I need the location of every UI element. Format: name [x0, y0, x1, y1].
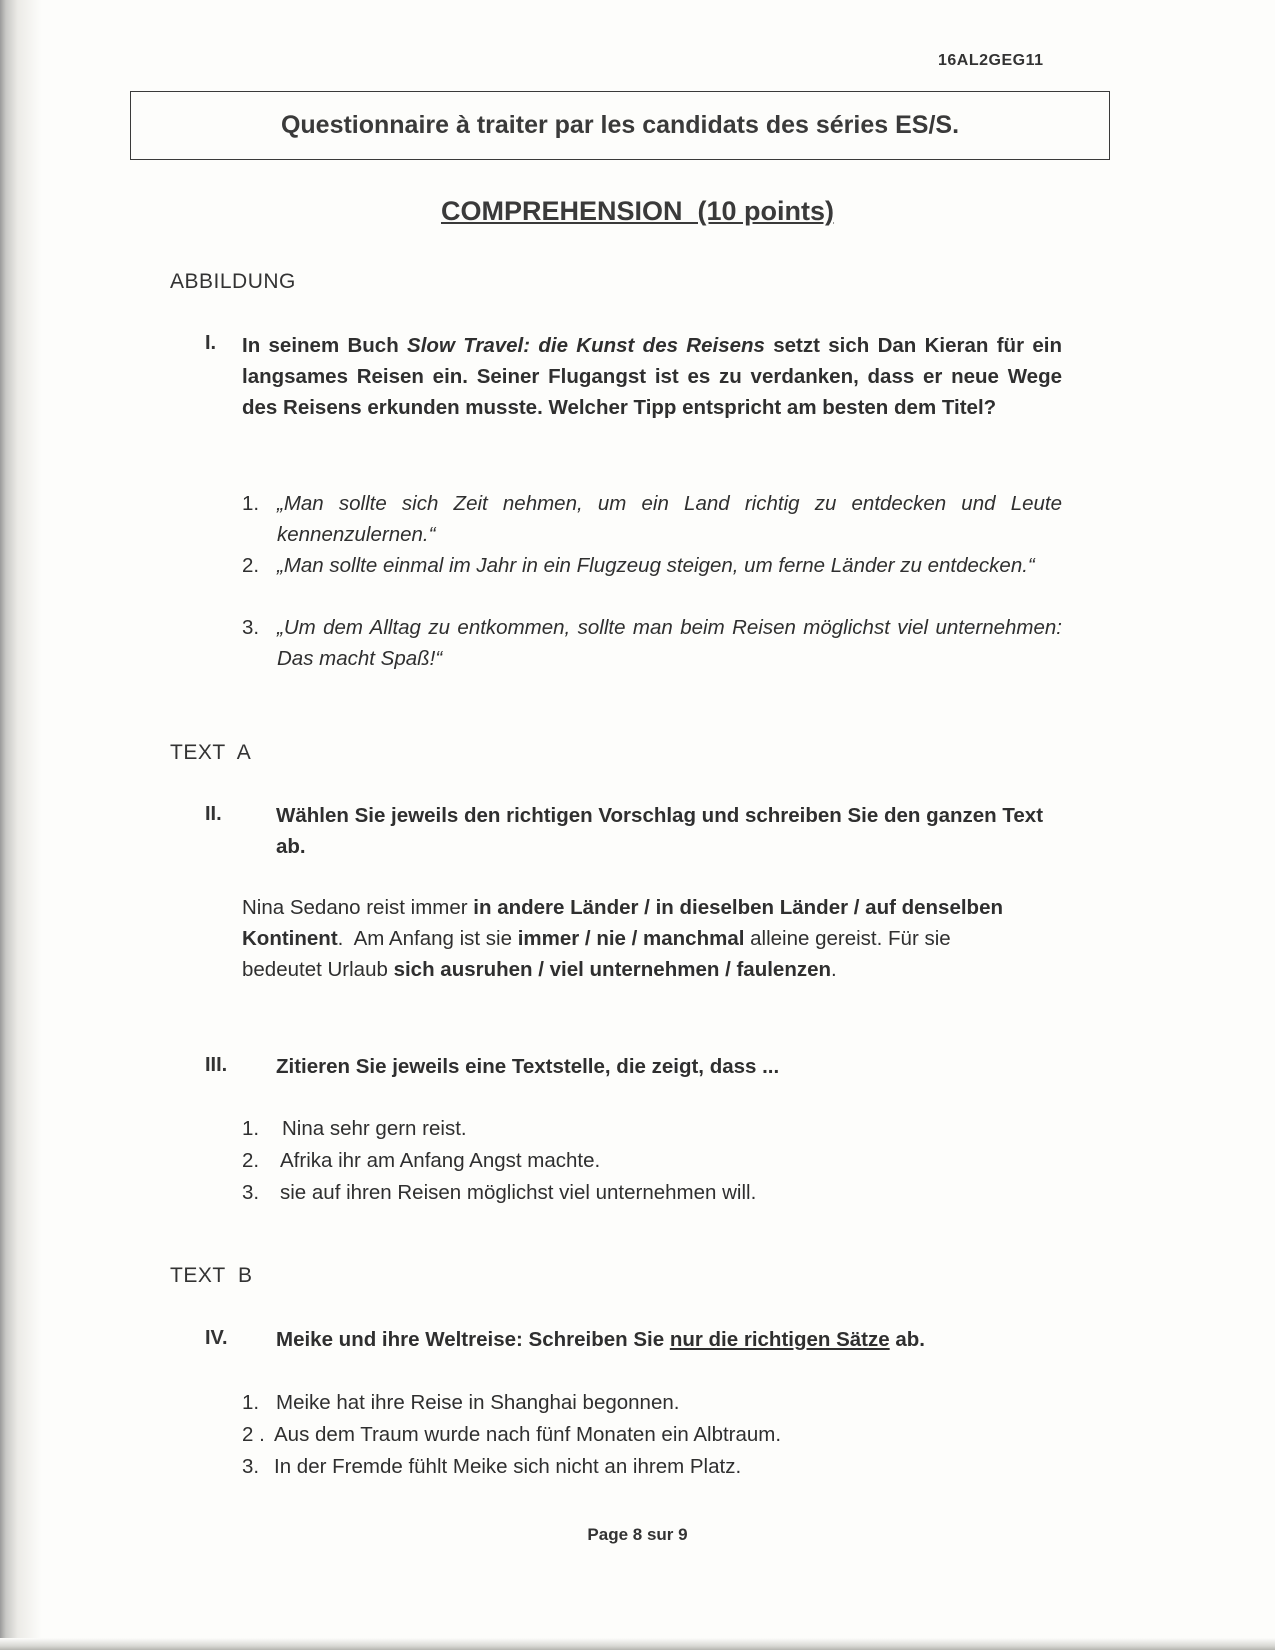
q4-instruction-b: ab.: [889, 1328, 925, 1351]
q1-option-num: 1.: [242, 492, 260, 515]
q2-part-2: . Am Anfang ist sie: [337, 927, 518, 950]
q2-part-4: .: [831, 958, 837, 981]
q2-choice-1: in andere Länder / in dieselben Länder / auf denselben Kontinent: [242, 896, 1004, 950]
q4-item-num: 3.: [242, 1455, 260, 1478]
q3-item-num: 2.: [242, 1149, 260, 1172]
q4-item-num: 2 .: [242, 1423, 265, 1446]
q1-book-title: Slow Travel: die Kunst des Reisens: [407, 334, 765, 357]
q4-instruction: [276, 1324, 1066, 1355]
header-title: Questionnaire à traiter par les candidats des séries ES/S.: [280, 111, 960, 139]
q3-numeral: III.: [205, 1054, 228, 1076]
q1-option-text: „Man sollte einmal im Jahr in ein Flugzeug steigen, um ferne Länder zu entdecken.“: [277, 554, 1035, 577]
q3-item-text: sie auf ihren Reisen möglichst viel unternehmen will.: [280, 1181, 757, 1204]
q1-question: [242, 330, 1062, 423]
q1-option-num: 3.: [242, 616, 260, 639]
q2-choice-3: sich ausruhen / viel unternehmen / faulenzen: [393, 958, 832, 981]
q2-part-1: Nina Sedano reist immer: [242, 896, 474, 919]
q4-instruction-underlined: nur die richtigen Sätze: [669, 1328, 890, 1351]
q3-instruction: Zitieren Sie jeweils eine Textstelle, die zeigt, dass ...: [276, 1055, 780, 1078]
q2-choice-2: immer / nie / manchmal: [517, 927, 745, 950]
q3-item-num: 1.: [242, 1117, 260, 1140]
document-code: 16AL2GEG11: [938, 52, 1044, 69]
q1-intro-a: In seinem Buch: [242, 334, 408, 357]
text-a-label: TEXT A: [170, 741, 252, 764]
q3-item-text: Nina sehr gern reist.: [282, 1117, 467, 1140]
scan-shadow-left: [0, 0, 42, 1650]
q2-fill-text: [242, 892, 1032, 985]
q1-numeral: I.: [205, 332, 217, 354]
q2-instruction: Wählen Sie jeweils den richtigen Vorschlag und schreiben Sie den ganzen Text ab.: [276, 804, 1044, 858]
q2-part-3: alleine gereist. Für sie bedeutet Urlaub: [242, 927, 951, 981]
scan-shadow-bottom: [0, 1638, 1275, 1650]
text-b-label: TEXT B: [170, 1264, 253, 1287]
abbildung-label: ABBILDUNG: [170, 270, 296, 293]
header-box: [130, 91, 1110, 160]
q4-item-text: Aus dem Traum wurde nach fünf Monaten ein Albtraum.: [274, 1423, 782, 1446]
q1-option-text: „Um dem Alltag zu entkommen, sollte man beim Reisen möglichst viel unternehmen: Das macht Spaß!“: [277, 616, 1062, 670]
q3-item-num: 3.: [242, 1181, 260, 1204]
q2-numeral: II.: [205, 803, 222, 825]
page-number: Page 8 sur 9: [587, 1525, 688, 1544]
section-title: COMPREHENSION (10 points): [440, 196, 835, 226]
q4-item-num: 1.: [242, 1391, 260, 1414]
q4-numeral: IV.: [205, 1327, 228, 1349]
q1-option-text: „Man sollte sich Zeit nehmen, um ein Land richtig zu entdecken und Leute kennenzulernen.“: [277, 492, 1062, 546]
q1-intro-b: setzt sich Dan Kieran für ein langsames Reisen ein. Seiner Flugangst ist es zu verdanken, dass er neue Wege des Reisens erkunden musste. Welcher Tipp entspricht am besten dem Titel?: [242, 334, 1062, 419]
q4-instruction-a: Meike und ihre Weltreise: Schreiben Sie: [276, 1328, 670, 1351]
q3-item-text: Afrika ihr am Anfang Angst machte.: [280, 1149, 601, 1172]
q1-option-num: 2.: [242, 554, 260, 577]
q4-item-text: In der Fremde fühlt Meike sich nicht an ihrem Platz.: [274, 1455, 742, 1478]
q4-item-text: Meike hat ihre Reise in Shanghai begonnen.: [276, 1391, 680, 1414]
